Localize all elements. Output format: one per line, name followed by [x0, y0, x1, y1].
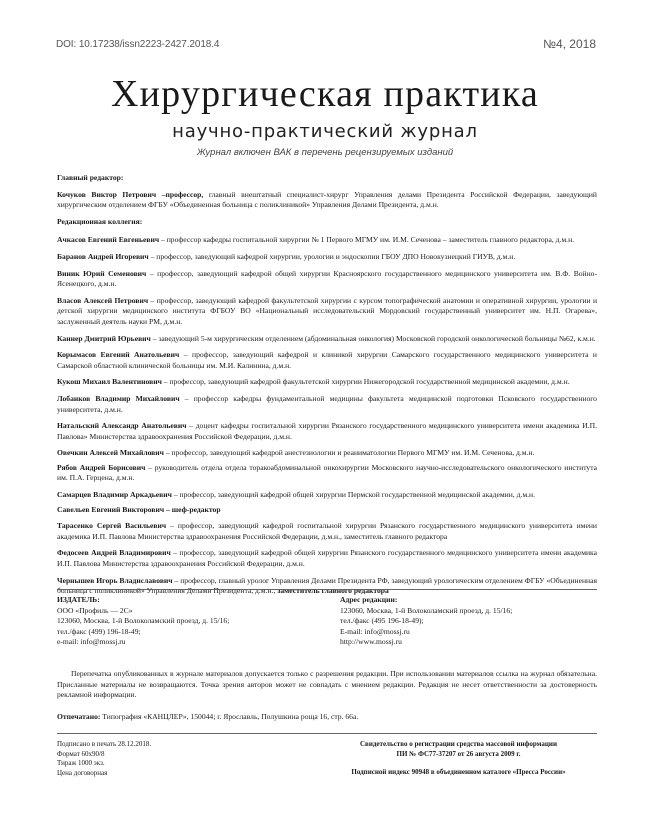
- publisher-line: тел./факс (499) 196-18-49;: [57, 626, 141, 636]
- chief-editor-label: Главный редактор:: [57, 173, 124, 182]
- imprint-line: Цена договорная: [57, 768, 108, 777]
- editorial-board-section: [57, 173, 597, 603]
- member-desc-tail: заместитель главного редактора: [277, 586, 389, 596]
- imprint-line: Формат 60х90/8: [57, 749, 105, 758]
- board-member: [57, 296, 597, 328]
- printed-label: Отпечатано:: [57, 712, 101, 721]
- imprint-line: Тираж 1000 экз.: [57, 759, 105, 768]
- board-member: [57, 576, 597, 597]
- publisher-block: [57, 595, 317, 648]
- member-desc: – профессор, заведующий кафедрой анестезиологии и реаниматологии Первого МГМУ им. И.М. Сеченова, д.м.н.: [163, 448, 535, 458]
- board-member: [57, 490, 597, 501]
- registration-block: [320, 740, 597, 778]
- member-desc: – шеф-редактор: [164, 504, 221, 514]
- subscription-index: Подписной индекс 90948 в объединенном каталоге «Пресса России»: [351, 768, 566, 777]
- issue-number: №4, 2018: [543, 37, 596, 51]
- member-name: Самарцев Владимир Аркадьевич: [57, 490, 172, 500]
- board-member: [57, 548, 597, 569]
- member-desc: – профессор, заведующий кафедрой и клиникой хирургии Самарского государственного медицинского университета и Самарской областной клинической больницы им. М.И. Калинина, д.м.н.: [57, 350, 597, 370]
- board-member: [57, 350, 597, 371]
- address-website: http://www.mossj.ru: [340, 637, 402, 646]
- member-name: Рябов Андрей Борисович: [57, 462, 146, 472]
- chief-editor-desc: главный внештатный специалист-хирург Управления делами Президента Российской Федерации, заведующий хирургическим отделением ФГБУ «Объединенная больница с поликлиникой» Управления Делами Президента, д.м.н.: [57, 189, 598, 210]
- member-name: Власов Алексей Петрович: [57, 295, 149, 305]
- member-name: Федосеев Андрей Владимирович: [57, 548, 171, 558]
- member-desc: – профессор, главный уролог Управления Делами Президента РФ, заведующий урологическим отделением ФГБУ «Объединенная больница с поликлиникой» Управления Делами Президента, д.м.н.,: [57, 575, 597, 596]
- journal-subtitle: научно-практический журнал: [172, 121, 478, 142]
- divider: [57, 733, 597, 734]
- member-name: Чернышев Игорь Владиславович: [57, 575, 173, 585]
- member-name: Каннер Дмитрий Юрьевич: [57, 333, 151, 343]
- member-name: Овечкин Алексей Михайлович: [57, 448, 164, 458]
- reprint-note: Перепечатка опубликованных в журнале материалов допускается только с разрешения редакции. При использовании материалов ссылка на журнал обязательна. Присланные материалы не возвращаются. Точка зрения авторов может не совпадать с мнением редакции. Редакция не несет ответственности за достоверность рекламной информации.: [57, 669, 597, 699]
- member-name: Тарасенко Сергей Васильевич: [57, 521, 167, 531]
- member-desc: – профессор, заведующий кафедрой госпитальной хирургии Рязанского государственного медицинского университета имени академика И.П. Павлова Министерства здравоохранения Российской Федерации, д.м.н., заместитель главного редактора: [57, 521, 597, 541]
- board-member: [57, 521, 597, 542]
- registration-line: Свидетельство о регистрации средства массовой информации: [360, 740, 557, 748]
- member-name: Виник Юрий Семенович: [57, 268, 147, 278]
- member-desc: – профессор кафедры фундаментальной медицины факультета медицинской подготовки Псковского государственного университета, д.м.н.: [57, 393, 597, 414]
- board-member: [57, 252, 597, 263]
- board-member: [57, 463, 597, 484]
- divider: [57, 589, 597, 590]
- imprint-line: Подписано в печать 28.12.2018.: [57, 740, 152, 748]
- member-desc: – профессор, заведующий кафедрой общей хирургии Пермской государственной медицинской академии, д.м.н.: [171, 490, 536, 500]
- member-name: Корымасов Евгений Анатольевич: [57, 350, 180, 360]
- publisher-line: ООО «Профиль — 2С»: [57, 605, 133, 615]
- board-member: [57, 377, 597, 388]
- chief-editor-role: –профессор,: [161, 189, 204, 199]
- member-desc: – профессор, заведующий кафедрой факультетской хирургии Нижегородской государственной медицинской академии, д.м.н.: [161, 377, 570, 387]
- chief-editor-entry: [57, 190, 597, 211]
- printed-text: Типография «КАНЦЛЕР», 150044; г. Ярославль, Полушкина роща 16, стр. 66а.: [100, 712, 359, 721]
- editorial-address-block: [340, 595, 597, 648]
- member-name: Натальский Александр Анатольевич: [57, 421, 187, 431]
- address-line: тел./факс (495 196-18-49);: [340, 616, 424, 625]
- board-label: Редакционная коллегия:: [57, 216, 143, 226]
- member-name: Кукош Михаил Валентинович: [57, 377, 162, 387]
- member-desc: – профессор кафедры госпитальной хирургии № 1 Первого МГМУ им. И.М. Сеченова – заместитель главного редактора, д.м.н.: [159, 235, 575, 245]
- editorial-address-label: Адрес редакции:: [340, 595, 398, 604]
- member-desc: – профессор, заведующий кафедрой общей хирургии Красноярского государственного медицинского университета им. В.Ф. Войно-Ясенецкого, д.м.н.: [57, 268, 598, 289]
- member-desc: – профессор, заведующий кафедрой хирургии, урологии и эндоскопии ГБОУ ДПО Новокузнецкий ГИУВ, д.м.н.: [148, 251, 516, 261]
- member-name: Баранов Андрей Игоревич: [57, 251, 149, 261]
- printed-by: [57, 712, 597, 723]
- board-member: [57, 448, 597, 459]
- board-member: [57, 269, 597, 290]
- member-name: Лобанков Владимир Михайлович: [57, 393, 180, 403]
- board-member: [57, 334, 597, 345]
- journal-title: Хирургическая практика: [111, 73, 539, 115]
- publisher-line: 123060, Москва, 1-й Волоколамский проезд, д. 15/16;: [57, 616, 230, 625]
- board-member: [57, 394, 597, 415]
- member-desc: – профессор, заведующий кафедрой общей хирургии Рязанского государственного медицинского университета имени академика И.П. Павлова Министерства здравоохранения Российской Федерации, д.м.н.: [57, 548, 598, 569]
- board-member: [57, 235, 597, 246]
- member-desc: – профессор, заведующий кафедрой факультетской хирургии с курсом топографической анатомии и оперативной хирургии, урологии и детской хирургии медицинского института ФГБОУ ВО «Национальный исследовательский Мордовский государственный университет им. Н.П. Огарева», заслуженный деятель науки РМ, д.м.н.: [57, 295, 598, 326]
- publisher-label: ИЗДАТЕЛЬ:: [57, 595, 100, 604]
- board-member: [57, 505, 597, 516]
- vak-note: Журнал включен ВАК в перечень рецензируемых изданий: [196, 147, 454, 158]
- member-desc: – заведующий 5-м хирургическим отделением (абдоминальная онкология) Московской городской онкологической больницы №62, к.м.н.: [150, 333, 596, 343]
- address-line: 123060, Москва, 1-й Волоколамский проезд, д. 15/16;: [340, 605, 513, 615]
- member-name: Ачкасов Евгений Евгеньевич: [57, 235, 160, 245]
- board-member: [57, 421, 597, 442]
- chief-editor-name: Кочуков Виктор Петрович: [57, 189, 157, 199]
- publisher-email: e-mail: info@mossj.ru: [57, 637, 126, 646]
- imprint-block: [57, 740, 317, 778]
- member-desc: – руководитель отдела отдела торакоабдоминальной онкохирургии Московского научно-исследовательского онкологического института им. П.А. Герцена, д.м.н.: [57, 462, 597, 483]
- registration-number: ПИ № ФС77-37207 от 26 августа 2009 г.: [396, 749, 521, 758]
- address-email: E-mail: info@mossj.ru: [340, 626, 410, 636]
- doi-label: DOI: 10.17238/issn2223-2427.2018.4: [56, 39, 220, 50]
- member-name: Савельев Евгений Викторович: [57, 504, 165, 514]
- member-desc: – доцент кафедры госпитальной хирургии Рязанского государственного медицинского университета имени академика И.П. Павлова» Министерства здравоохранения Российской Федерации, д.м.н.: [57, 421, 597, 441]
